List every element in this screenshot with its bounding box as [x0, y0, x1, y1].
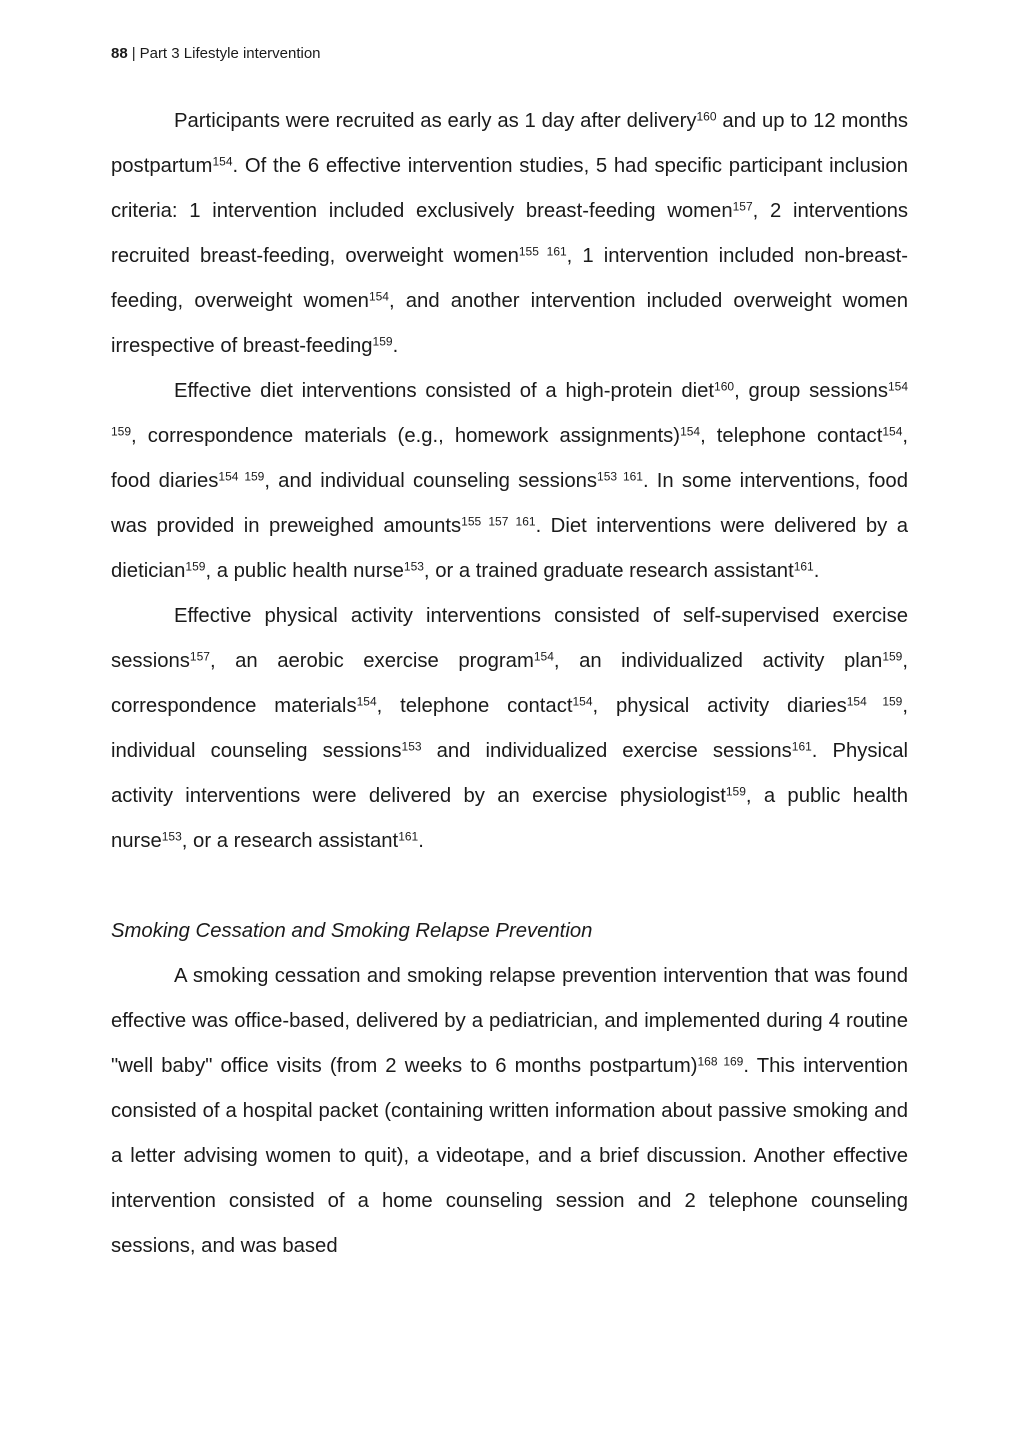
citation-ref: 159	[725, 784, 746, 799]
citation-ref: 153 161	[597, 469, 643, 484]
text-run: .	[418, 830, 424, 852]
citation-ref: 154	[533, 649, 554, 664]
citation-ref: 154 159	[218, 469, 265, 484]
text-run: and up to 12 months postpartum	[111, 110, 908, 177]
citation-ref: 154	[212, 154, 233, 169]
citation-ref: 161	[398, 829, 419, 844]
citation-ref: 154 159	[111, 379, 909, 439]
text-run: , correspondence materials (e.g., homework assignments)	[131, 425, 681, 447]
citation-ref: 153	[403, 559, 424, 574]
paragraph	[111, 594, 908, 864]
text-run: and individualized exercise sessions	[421, 740, 792, 762]
citation-ref: 155 161	[518, 244, 567, 259]
paragraph	[111, 369, 908, 594]
text-run: , and individual counseling sessions	[264, 470, 598, 492]
page-number: 88	[111, 45, 128, 62]
citation-ref: 154	[356, 694, 377, 709]
text-run: , telephone contact	[700, 425, 883, 447]
citation-ref: 161	[791, 739, 812, 754]
text-run: , 1 intervention included non-breast-feeding, overweight women	[111, 245, 908, 312]
header-separator: |	[131, 45, 136, 62]
citation-ref: 159	[882, 649, 903, 664]
text-run: , 2 interventions recruited breast-feeding, overweight women	[111, 200, 908, 267]
text-run: A smoking cessation and smoking relapse prevention intervention that was found effective was office-based, delivered by a pediatrician, and implemented during 4 routine "well baby" office visits (from 2 weeks to 6 months postpartum)	[111, 965, 908, 1077]
text-run: , an aerobic exercise program	[209, 650, 534, 672]
text-run: . In some interventions, food was provided in preweighed amounts	[111, 470, 908, 537]
paragraph	[111, 99, 908, 369]
text-run: , group sessions	[734, 380, 888, 402]
text-run: .	[392, 335, 399, 357]
text-run: , an individualized activity plan	[553, 650, 883, 672]
text-run: , individual counseling sessions	[111, 695, 908, 762]
text-run: , or a research assistant	[181, 830, 399, 852]
text-run: . This intervention consisted of a hospital packet (containing written information about passive smoking and a letter advising women to quit), a videotape, and a brief discussion. Another effective intervention consisted of a home counseling session and 2 telephone counseling sessions, and was based	[111, 1055, 908, 1257]
text-run: , physical activity diaries	[592, 695, 847, 717]
citation-ref: 159	[185, 559, 206, 574]
citation-ref: 157	[732, 199, 753, 214]
citation-ref: 154	[368, 289, 389, 304]
citation-ref: 153	[161, 829, 182, 844]
text-run: , a public health nurse	[205, 560, 404, 582]
text-run: .	[813, 560, 820, 582]
citation-ref: 154	[882, 424, 903, 439]
citation-ref: 159	[372, 334, 393, 349]
text-run: . Of the 6 effective intervention studies, 5 had specific participant inclusion criteria: 1 intervention included exclusively breast-feeding women	[111, 155, 908, 222]
citation-ref: 168 169	[697, 1054, 744, 1069]
text-run: , correspondence materials	[111, 650, 908, 717]
citation-ref: 161	[793, 559, 814, 574]
citation-ref: 160	[714, 379, 735, 394]
citation-ref: 154	[680, 424, 701, 439]
text-run: . Diet interventions were delivered by a dietician	[111, 515, 909, 582]
citation-ref: 154	[572, 694, 593, 709]
text-run: , telephone contact	[376, 695, 573, 717]
citation-ref: 154 159	[846, 694, 903, 709]
citation-ref: 157	[189, 649, 210, 664]
text-run: , or a trained graduate research assistant	[423, 560, 794, 582]
section-heading: Smoking Cessation and Smoking Relapse Prevention	[111, 920, 593, 942]
section-spacer	[111, 864, 908, 909]
text-run: Effective physical activity interventions consisted of self-supervised exercise sessions	[111, 605, 908, 672]
body-text	[111, 99, 908, 1269]
citation-ref: 155 157 161	[461, 514, 536, 529]
text-run: Effective diet interventions consisted of a high-protein diet	[174, 380, 715, 402]
citation-ref: 160	[696, 109, 717, 124]
citation-ref: 153	[401, 739, 422, 754]
text-run: , food diaries	[111, 425, 909, 492]
running-header	[111, 44, 321, 64]
text-run: , a public health nurse	[111, 785, 908, 852]
paragraph	[111, 954, 908, 1269]
text-run: Participants were recruited as early as 1 day after delivery	[174, 110, 697, 132]
text-run: . Physical activity interventions were delivered by an exercise physiologist	[111, 740, 908, 807]
header-section-title: Part 3 Lifestyle intervention	[139, 45, 321, 62]
text-run: , and another intervention included overweight women irrespective of breast-feeding	[111, 290, 908, 357]
